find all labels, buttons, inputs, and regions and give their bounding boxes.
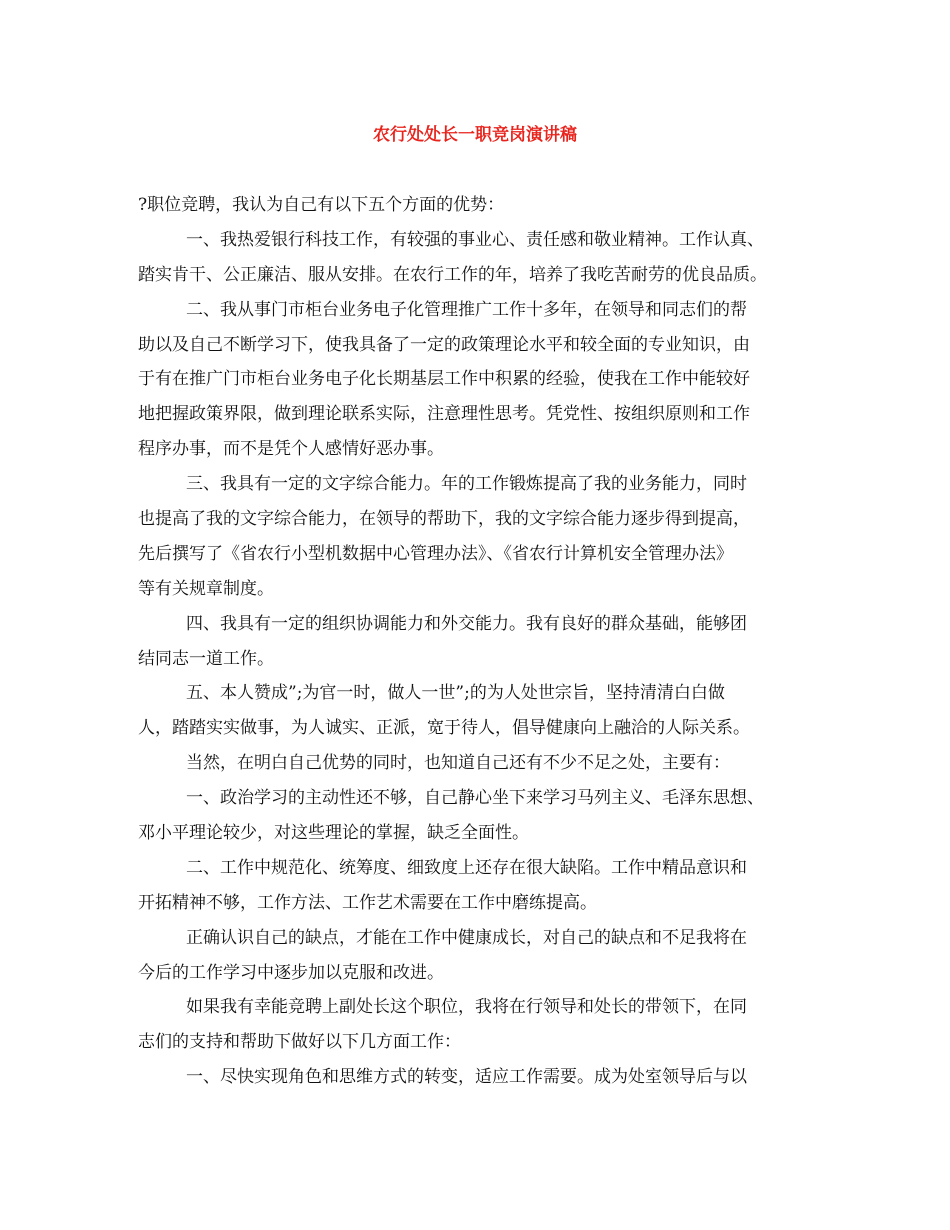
text-line: 助以及自己不断学习下，使我具备了一定的政策理论水平和较全面的专业知识，由 <box>138 334 750 355</box>
text-line: 于有在推广门市柜台业务电子化长期基层工作中积累的经验，使我在工作中能较好 <box>138 369 750 390</box>
text-line: 踏实肯干、公正廉洁、服从安排。在农行工作的年，培养了我吃苦耐劳的优良品质。 <box>138 264 767 285</box>
text-line: 如果我有幸能竞聘上副处长这个职位，我将在行领导和处长的带领下，在同 <box>186 997 747 1018</box>
text-line: 程序办事，而不是凭个人感情好恶办事。 <box>138 439 444 460</box>
text-line: 地把握政策界限，做到理论联系实际，注意理性思考。凭党性、按组织原则和工作 <box>138 404 750 425</box>
text-line: 志们的支持和帮助下做好以下几方面工作： <box>138 1032 461 1053</box>
document-body <box>138 188 828 1095</box>
text-line: 一、我热爱银行科技工作，有较强的事业心、责任感和敬业精神。工作认真、 <box>186 229 764 250</box>
text-line: 今后的工作学习中逐步加以克服和改进。 <box>138 962 444 983</box>
text-line: 二、我从事门市柜台业务电子化管理推广工作十多年，在领导和同志们的帮 <box>186 299 747 320</box>
text-line: ?职位竞聘，我认为自己有以下五个方面的优势： <box>138 195 505 215</box>
text-line: 正确认识自己的缺点，才能在工作中健康成长，对自己的缺点和不足我将在 <box>186 927 747 948</box>
text-line: 一、尽快实现角色和思维方式的转变，适应工作需要。成为处室领导后与以 <box>186 1067 747 1088</box>
text-line: 也提高了我的文字综合能力，在领导的帮助下，我的文字综合能力逐步得到提高， <box>138 509 750 530</box>
text-line: 先后撰写了《省农行小型机数据中心管理办法》、《省农行计算机安全管理办法》 <box>138 543 733 564</box>
text-line: 五、本人赞成”;为官一时，做人一世”;的为人处世宗旨，坚持清清白白做 <box>186 683 725 704</box>
text-line: 结同志一道工作。 <box>138 648 274 669</box>
text-line: 一、政治学习的主动性还不够，自己静心坐下来学习马列主义、毛泽东思想、 <box>186 788 764 809</box>
text-line: 当然，在明白自己优势的同时，也知道自己还有不少不足之处，主要有： <box>186 753 730 774</box>
text-line: 等有关规章制度。 <box>138 578 274 599</box>
text-line: 开拓精神不够，工作方法、工作艺术需要在工作中磨练提高。 <box>138 892 597 913</box>
text-line: 邓小平理论较少，对这些理论的掌握，缺乏全面性。 <box>138 823 529 844</box>
text-line: 四、我具有一定的组织协调能力和外交能力。我有良好的群众基础，能够团 <box>186 613 747 634</box>
document-title: 农行处处长一职竞岗演讲稿 <box>373 125 577 145</box>
text-line: 人，踏踏实实做事，为人诚实、正派，宽于待人，倡导健康向上融洽的人际关系。 <box>138 718 750 739</box>
text-line: 三、我具有一定的文字综合能力。年的工作锻炼提高了我的业务能力，同时 <box>186 474 747 495</box>
text-line: 二、工作中规范化、统筹度、细致度上还存在很大缺陷。工作中精品意识和 <box>186 857 747 878</box>
